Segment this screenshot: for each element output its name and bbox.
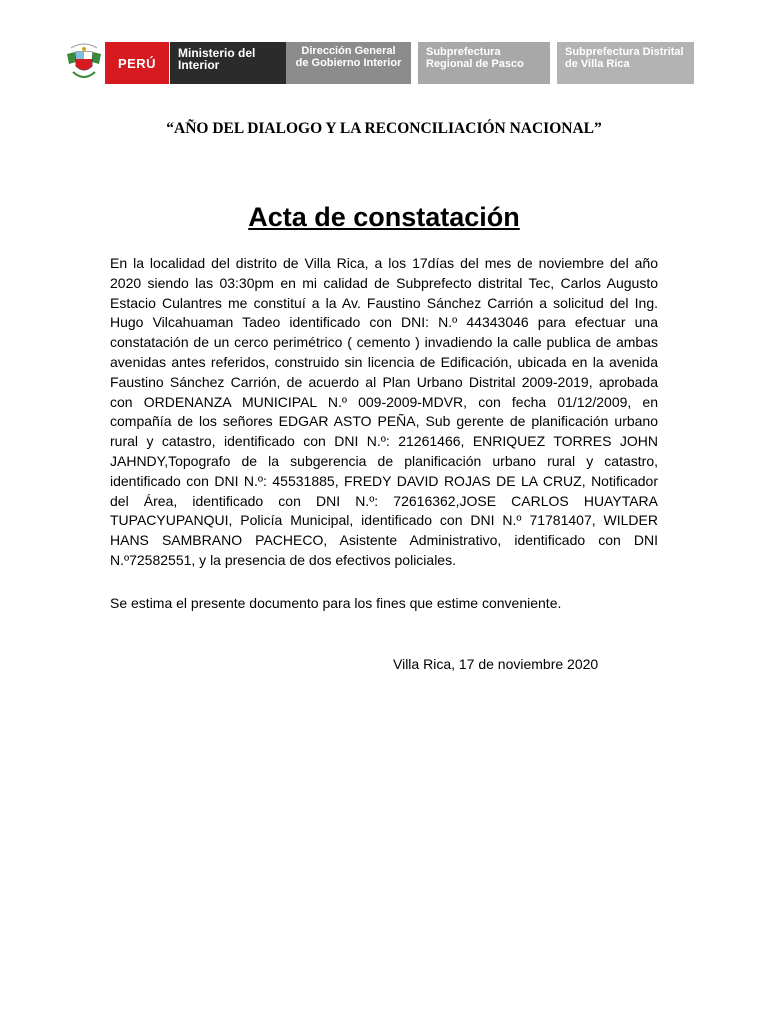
regional-subprefecture-label: Subprefectura Regional de Pasco [418,42,550,84]
peru-label: PERÚ [105,42,169,84]
district-subprefecture-label: Subprefectura Distrital de Villa Rica [557,42,694,84]
directorate-label: Dirección General de Gobierno Interior [286,42,411,84]
institutional-header [63,40,695,86]
year-motto: “AÑO DEL DIALOGO Y LA RECONCILIACIÓN NACIONAL” [166,120,602,137]
peru-coat-of-arms-icon [63,40,105,86]
document-body: En la localidad del distrito de Villa Rica, a los 17días del mes de noviembre del año 2020 siendo las 03:30pm en mi calidad de Subprefecto distrital Tec, Carlos Augusto Estacio Culantres me constituí a la Av. Faustino Sánchez Carrión a solicitud del Ing. Hugo Vilcahuaman Tadeo identificado con DNI: N.º 44343046 para efectuar una constatación de un cerco perimétrico ( cemento ) invadiendo la calle publica de ambas avenidas antes referidos, construido sin licencia de Edificación, ubicada en la avenida Faustino Sánchez Carrión, de acuerdo al Plan Urbano Distrital 2009-2019, aprobada con ORDENANZA MUNICIPAL N.º 009-2009-MDVR, con fecha 01/12/2009, en compañía de los señores EDGAR ASTO PEÑA, Sub gerente de planificación urbano rural y catastro, identificado con DNI N.º: 21261466, ENRIQUEZ TORRES JOHN JAHNDY,Topografo de la subgerencia de planificación urbano rural y catastro, identificado con DNI N.º: 45531885, FREDY DAVID ROJAS DE LA CRUZ, Notificador del Área, identificado con DNI N.º: 72616362,JOSE CARLOS HUAYTARA TUPACYUPANQUI, Policía Municipal, identificado con DNI N.º 71781407, WILDER HANS SAMBRANO PACHECO, Asistente Administrativo, identificado con DNI N.º72582551, y la presencia de dos efectivos policiales. [110,255,658,568]
document-title: Acta de constatación [248,202,520,232]
closing-statement: Se estima el presente documento para los fines que estime conveniente. [110,595,562,611]
place-and-date: Villa Rica, 17 de noviembre 2020 [393,656,599,672]
ministry-label: Ministerio del Interior [170,42,294,84]
